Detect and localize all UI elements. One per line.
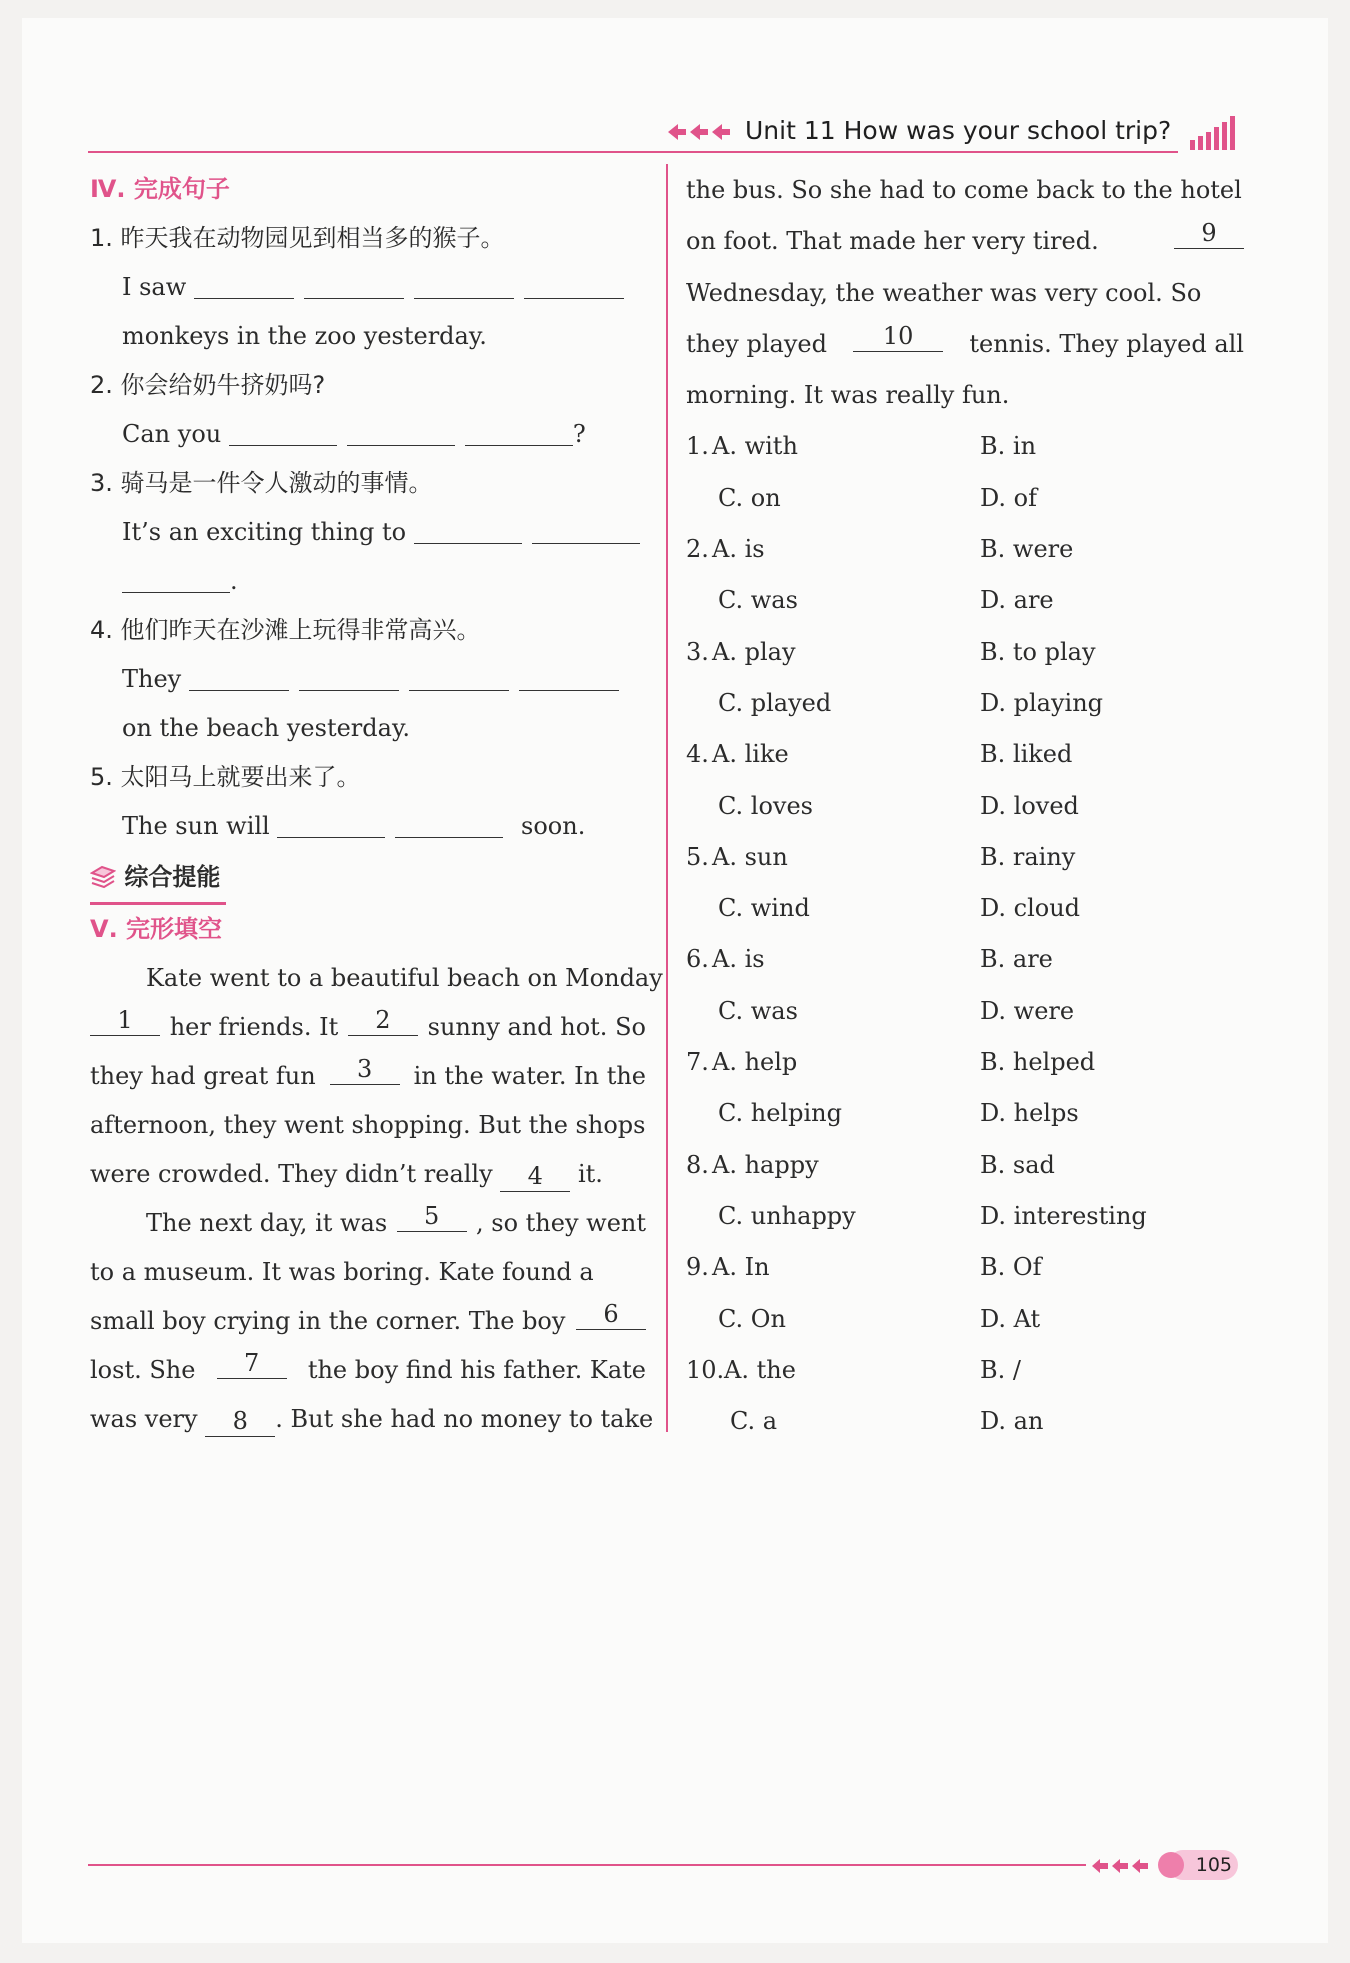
- option-number: 2.: [686, 535, 709, 564]
- question-2-en: Can you ?: [90, 410, 646, 459]
- option-b[interactable]: B. Of: [980, 1253, 1042, 1282]
- option-a[interactable]: A. is: [712, 535, 765, 564]
- unit-title: Unit 11 How was your school trip?: [745, 116, 1172, 145]
- option-b[interactable]: B. are: [980, 945, 1053, 974]
- passage-line: The next day, it was 5 , so they went: [90, 1199, 646, 1248]
- passage-line: on foot. That made her very tired. 9: [686, 216, 1244, 267]
- option-d[interactable]: D. interesting: [980, 1201, 1147, 1230]
- option-d[interactable]: D. cloud: [980, 894, 1081, 923]
- passage-line: to a museum. It was boring. Kate found a: [90, 1258, 594, 1286]
- option-c[interactable]: C. a: [730, 1407, 778, 1436]
- passage-line: the bus. So she had to come back to the hotel: [686, 176, 1242, 204]
- option-c[interactable]: C. on: [718, 483, 781, 512]
- cloze-blank-1[interactable]: 1: [90, 1003, 160, 1036]
- option-row: [686, 678, 1244, 729]
- option-d[interactable]: D. playing: [980, 688, 1104, 717]
- option-b[interactable]: B. sad: [980, 1150, 1055, 1179]
- option-b[interactable]: B. in: [980, 432, 1037, 461]
- option-number: 5.: [686, 842, 709, 871]
- question-5-en: The sun will soon.: [90, 802, 646, 851]
- cloze-blank-7[interactable]: 7: [217, 1346, 287, 1379]
- header-rule: [88, 151, 1178, 153]
- passage-line: lost. She 7 the boy find his father. Kate: [90, 1346, 646, 1395]
- option-d[interactable]: D. of: [980, 483, 1037, 512]
- option-b[interactable]: B. rainy: [980, 842, 1076, 871]
- answer-blank[interactable]: [122, 562, 230, 593]
- option-row: [686, 1294, 1244, 1345]
- option-number: 3.: [686, 637, 709, 666]
- question-3-en-end: .: [90, 557, 646, 606]
- page-number: 105: [1168, 1850, 1238, 1880]
- passage-line: morning. It was really fun.: [686, 381, 1010, 410]
- option-row: [686, 473, 1244, 524]
- option-b[interactable]: B. /: [980, 1355, 1021, 1384]
- option-b[interactable]: B. helped: [980, 1048, 1096, 1077]
- option-a[interactable]: A. is: [712, 945, 765, 974]
- option-row: [686, 1037, 1244, 1088]
- option-a[interactable]: A. In: [712, 1253, 770, 1282]
- passage-line: were crowded. They didn’t really 4 it.: [90, 1160, 603, 1190]
- options-list: [686, 421, 1244, 1447]
- question-4-en: They: [90, 655, 646, 704]
- option-row: [686, 781, 1244, 832]
- option-row: [686, 1345, 1244, 1396]
- passage-line: 1 her friends. It 2 sunny and hot. So: [90, 1003, 646, 1052]
- section-title-iv: Ⅳ. 完成句子: [90, 175, 230, 203]
- option-b[interactable]: B. were: [980, 535, 1074, 564]
- answer-blank[interactable]: [304, 268, 404, 299]
- option-number: 10.: [686, 1355, 725, 1384]
- question-5-cn: 5. 太阳马上就要出来了。: [90, 763, 361, 791]
- option-d[interactable]: D. an: [980, 1407, 1044, 1436]
- option-a[interactable]: A. play: [712, 637, 796, 666]
- option-row: [686, 1088, 1244, 1139]
- option-c[interactable]: C. wind: [718, 894, 810, 923]
- question-3-en: It’s an exciting thing to: [90, 508, 646, 557]
- option-row: [686, 627, 1244, 678]
- question-3-cn: 3. 骑马是一件令人激动的事情。: [90, 469, 433, 497]
- triple-arrow-icon: [666, 120, 736, 144]
- column-divider: [666, 164, 668, 1432]
- option-number: 1.: [686, 432, 709, 461]
- passage-line: Wednesday, the weather was very cool. So: [686, 278, 1202, 307]
- answer-blank[interactable]: [229, 415, 337, 446]
- footer-rule: [88, 1864, 1086, 1866]
- page-number-dot: [1158, 1852, 1184, 1878]
- option-number: 4.: [686, 740, 709, 769]
- answer-blank[interactable]: [532, 513, 640, 544]
- question-1-en-end: monkeys in the zoo yesterday.: [122, 322, 487, 350]
- answer-blank[interactable]: [189, 660, 289, 691]
- answer-blank[interactable]: [524, 268, 624, 299]
- option-c[interactable]: C. helping: [718, 1099, 842, 1128]
- option-row: [686, 832, 1244, 883]
- book-stack-icon: [90, 865, 116, 889]
- option-d[interactable]: D. loved: [980, 791, 1079, 820]
- answer-blank[interactable]: [414, 513, 522, 544]
- answer-blank[interactable]: [347, 415, 455, 446]
- option-number: 9.: [686, 1253, 709, 1282]
- cloze-blank-4[interactable]: 4: [500, 1159, 570, 1192]
- cloze-blank-2[interactable]: 2: [348, 1003, 418, 1036]
- option-row: [686, 1191, 1244, 1242]
- option-c[interactable]: C. was: [718, 996, 798, 1025]
- answer-blank[interactable]: [277, 807, 385, 838]
- option-b[interactable]: B. liked: [980, 740, 1073, 769]
- passage-line: afternoon, they went shopping. But the shops: [90, 1111, 646, 1139]
- question-2-cn: 2. 你会给奶牛挤奶吗?: [90, 371, 326, 399]
- option-number: 7.: [686, 1048, 709, 1077]
- question-1-en: I saw: [90, 263, 646, 312]
- option-c[interactable]: C. unhappy: [718, 1201, 856, 1230]
- option-row: [686, 1242, 1244, 1293]
- answer-blank[interactable]: [519, 660, 619, 691]
- option-row: [686, 421, 1244, 472]
- signal-bars-icon: [1186, 112, 1242, 152]
- option-c[interactable]: C. loves: [718, 791, 813, 820]
- option-row: [686, 1140, 1244, 1191]
- option-row: [686, 729, 1244, 780]
- option-d[interactable]: D. At: [980, 1304, 1041, 1333]
- cloze-blank-8[interactable]: 8: [205, 1404, 275, 1437]
- option-d[interactable]: D. were: [980, 996, 1075, 1025]
- option-number: 8.: [686, 1150, 709, 1179]
- answer-blank[interactable]: [465, 415, 573, 446]
- option-a[interactable]: A. the: [724, 1355, 796, 1384]
- option-a[interactable]: A. like: [712, 740, 789, 769]
- section-title-v: Ⅴ. 完形填空: [90, 915, 223, 943]
- option-row: [686, 575, 1244, 626]
- left-column: [90, 165, 663, 1444]
- option-number: 6.: [686, 945, 709, 974]
- passage-line: small boy crying in the corner. The boy 6: [90, 1297, 646, 1346]
- answer-blank[interactable]: [299, 660, 399, 691]
- passage-line: Kate went to a beautiful beach on Monday: [146, 964, 663, 992]
- option-row: [686, 934, 1244, 985]
- option-a[interactable]: A. help: [712, 1048, 798, 1077]
- question-4-en-end: on the beach yesterday.: [122, 714, 410, 742]
- passage-line: they played 10 tennis. They played all: [686, 319, 1244, 370]
- cloze-blank-9[interactable]: 9: [1174, 216, 1244, 249]
- answer-blank[interactable]: [395, 807, 503, 838]
- answer-blank[interactable]: [414, 268, 514, 299]
- option-a[interactable]: A. sun: [712, 842, 788, 871]
- triple-arrow-left-icon: [1090, 1856, 1154, 1876]
- option-a[interactable]: A. with: [712, 432, 798, 461]
- option-d[interactable]: D. are: [980, 586, 1054, 615]
- option-c[interactable]: C. was: [718, 586, 798, 615]
- right-column: [686, 165, 1244, 1447]
- option-c[interactable]: C. On: [718, 1304, 786, 1333]
- option-a[interactable]: A. happy: [712, 1150, 819, 1179]
- passage-line: they had great fun 3 in the water. In the: [90, 1052, 646, 1101]
- option-c[interactable]: C. played: [718, 688, 832, 717]
- option-d[interactable]: D. helps: [980, 1099, 1079, 1128]
- cloze-blank-10[interactable]: 10: [853, 319, 943, 352]
- option-row: [686, 524, 1244, 575]
- option-b[interactable]: B. to play: [980, 637, 1096, 666]
- answer-blank[interactable]: [194, 268, 294, 299]
- option-row: [686, 1396, 1244, 1447]
- question-4-cn: 4. 他们昨天在沙滩上玩得非常高兴。: [90, 616, 481, 644]
- cloze-blank-6[interactable]: 6: [576, 1297, 646, 1330]
- cloze-blank-3[interactable]: 3: [330, 1052, 400, 1085]
- option-row: [686, 986, 1244, 1037]
- cloze-blank-5[interactable]: 5: [397, 1199, 467, 1232]
- section-subtitle: 综合提能: [90, 853, 646, 905]
- passage-line: was very 8 . But she had no money to take: [90, 1405, 654, 1435]
- option-row: [686, 883, 1244, 934]
- question-1-cn: 1. 昨天我在动物园见到相当多的猴子。: [90, 224, 505, 252]
- answer-blank[interactable]: [409, 660, 509, 691]
